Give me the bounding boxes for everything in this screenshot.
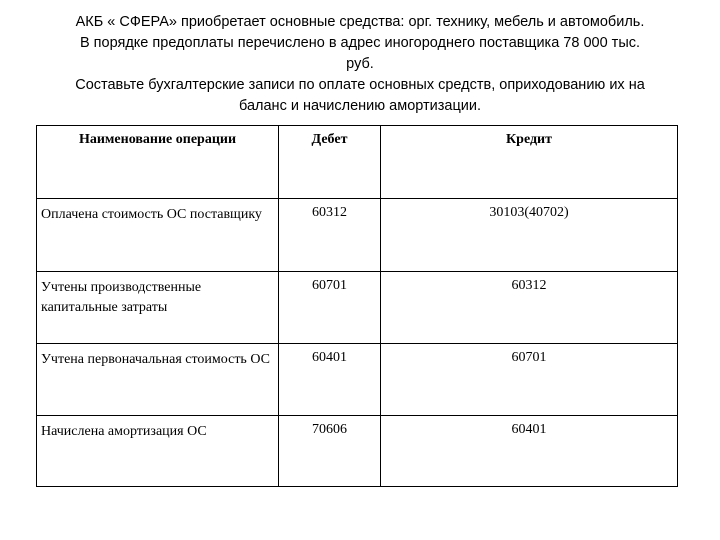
header-credit: Кредит — [381, 126, 678, 199]
task-line: руб. — [346, 56, 374, 72]
task-line: баланс и начислению амортизации. — [239, 98, 481, 114]
header-debit: Дебет — [279, 126, 381, 199]
cell-operation: Учтены производственные капитальные затраты — [37, 272, 279, 344]
cell-credit: 60701 — [381, 344, 678, 416]
table-row — [37, 416, 678, 487]
task-text — [26, 12, 694, 117]
table-row — [37, 272, 678, 344]
cell-credit: 60312 — [381, 272, 678, 344]
cell-debit: 60701 — [279, 272, 381, 344]
cell-debit: 60312 — [279, 199, 381, 272]
task-line: Составьте бухгалтерские записи по оплате основных средств, оприходованию их на — [75, 77, 645, 93]
task-line: В порядке предоплаты перечислено в адрес иногороднего поставщика 78 000 тыс. — [79, 35, 641, 51]
cell-credit: 60401 — [381, 416, 678, 487]
accounting-entries-table — [36, 125, 678, 487]
table-header-row — [37, 126, 678, 199]
table-row — [37, 199, 678, 272]
cell-operation: Начислена амортизация ОС — [37, 416, 279, 487]
cell-debit: 60401 — [279, 344, 381, 416]
cell-debit: 70606 — [279, 416, 381, 487]
cell-operation: Учтена первоначальная стоимость ОС — [37, 344, 279, 416]
cell-operation: Оплачена стоимость ОС поставщику — [37, 199, 279, 272]
task-line: АКБ « СФЕРА» приобретает основные средства: орг. технику, мебель и автомобиль. — [75, 14, 645, 30]
cell-credit: 30103(40702) — [381, 199, 678, 272]
header-operation: Наименование операции — [37, 126, 279, 199]
table-row — [37, 344, 678, 416]
